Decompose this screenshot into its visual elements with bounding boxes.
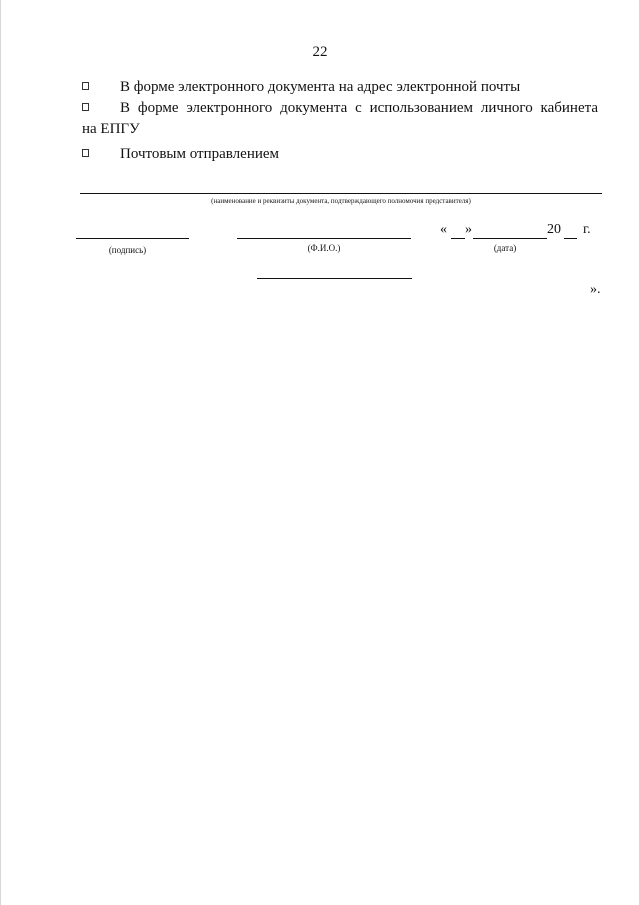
date-day-line[interactable]: [451, 238, 465, 239]
checkbox-post[interactable]: [82, 149, 89, 157]
option-epgu-continuation: на ЕПГУ: [82, 121, 140, 137]
page-number: 22: [312, 44, 328, 60]
date-year-prefix: 20: [547, 222, 561, 237]
signature-caption: (подпись): [108, 245, 147, 255]
option-email[interactable]: [82, 76, 598, 98]
checkbox-epgu[interactable]: [82, 103, 89, 111]
checkbox-email[interactable]: [82, 82, 89, 90]
option-epgu-label: В форме электронного документа с использованием личного кабинета: [120, 100, 598, 116]
date-caption: (дата): [493, 243, 517, 253]
fio-caption: (Ф.И.О.): [307, 243, 341, 253]
option-post-label: Почтовым отправлением: [120, 146, 280, 162]
page-edge-left: [0, 0, 1, 905]
date-month-line[interactable]: [473, 238, 547, 239]
representative-document-caption: (наименование и реквизиты документа, подтверждающего полномочия представителя): [211, 197, 471, 205]
date-year-line[interactable]: [564, 238, 577, 239]
date-close-quote: »: [465, 222, 472, 237]
extra-line[interactable]: [257, 278, 412, 279]
date-open-quote: «: [440, 222, 447, 237]
date-year-suffix: г.: [583, 222, 591, 237]
option-post[interactable]: [82, 143, 598, 165]
signature-line[interactable]: [76, 238, 189, 239]
fio-line[interactable]: [237, 238, 411, 239]
option-email-label: В форме электронного документа на адрес электронной почты: [120, 79, 521, 95]
closing-quote: ».: [590, 282, 601, 297]
representative-document-line[interactable]: [80, 193, 602, 194]
option-epgu[interactable]: [82, 97, 598, 119]
